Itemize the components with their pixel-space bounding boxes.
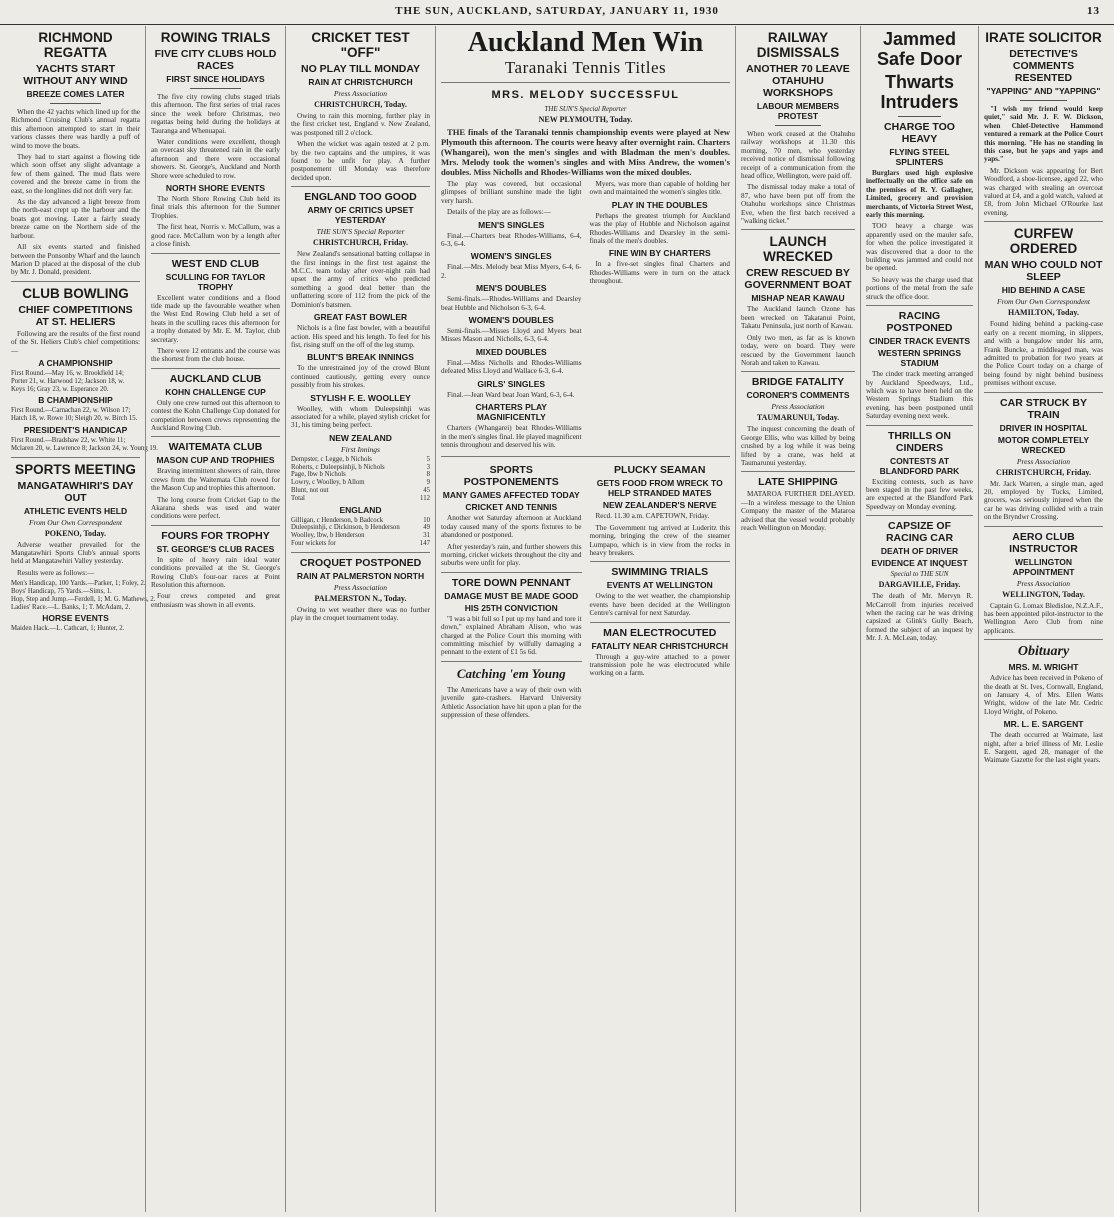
divider <box>50 103 102 104</box>
subheadline: MASON CUP AND TROPHIES <box>156 455 275 466</box>
total-runs: 147 <box>419 539 430 547</box>
headline: MAN ELECTROCUTED <box>603 626 717 639</box>
result-line: Final.—Jean Ward beat Joan Ward, 6-3, 6-4. <box>447 390 575 399</box>
subheadline: WESTERN SPRINGS STADIUM <box>877 348 962 369</box>
divider <box>151 368 280 369</box>
article-paragraph: Found hiding behind a packing-case early on a recent morning, in slippers, and with a bungalow under his arm, Frank Buncke, a middleaged man, was admitted to probation for two years at the Police Court today on a charge of being found by night behind business premises without excuse. <box>984 320 1103 388</box>
headline: AERO CLUB INSTRUCTOR <box>1009 530 1078 555</box>
headline: TORE DOWN PENNANT <box>451 576 571 589</box>
subheadline: ANOTHER 70 LEAVE OTAHUHU WORKSHOPS <box>746 63 850 99</box>
article-paragraph: The North Shore Rowing Club held its final trials this afternoon for the Sumner Trophies. <box>151 195 280 220</box>
byline: Press Association <box>333 89 388 98</box>
headline: CURFEW ORDERED <box>1009 226 1078 257</box>
banner-headline: Auckland Men Win <box>467 27 704 58</box>
result-line: Ladies' Race.—L. Banks, 1; T. McAdam, 2. <box>11 603 131 611</box>
section-label: FINE WIN BY CHARTERS <box>608 248 711 259</box>
subheadline: ARMY OF CRITICS UPSET YESTERDAY <box>307 205 414 226</box>
divider <box>291 186 430 187</box>
results-list <box>11 580 156 611</box>
subheadline: CINDER TRACK EVENTS <box>868 336 971 347</box>
divider <box>898 116 941 117</box>
dateline: WELLINGTON, Today. <box>1002 589 1085 599</box>
subheadline: FOURS FOR TROPHY <box>161 529 270 542</box>
scorecard-title: NEW ZEALAND <box>329 432 392 443</box>
divider <box>590 622 731 623</box>
scorecard-title: ENGLAND <box>339 504 382 515</box>
article-paragraph: Nichols is a fine fast bowler, with a beautiful action. His speed and his length. To feel for his fist, rising stuff on the off of the leg stump. <box>291 324 430 349</box>
subheadline: NO PLAY TILL MONDAY <box>300 63 421 75</box>
subheadline: SCULLING FOR TAYLOR TROPHY <box>165 271 266 292</box>
article-paragraph: There were 12 entrants and the course was the shortest from the club house. <box>151 346 280 364</box>
section-label: PLAY IN THE DOUBLES <box>611 199 708 210</box>
section-label: PRESIDENT'S HANDICAP <box>23 424 128 435</box>
subheadline: KOHN CHALLENGE CUP <box>165 386 266 397</box>
subheadline: FATALITY NEAR CHRISTCHURCH <box>591 640 728 651</box>
article-paragraph: Water conditions were excellent, though an overcast sky threatened rain in the early afternoon and there were occasional showers. St. George's, Auckland and North Shore were scheduled to row. <box>151 138 280 180</box>
batsman: Page, lbw b Nichols <box>291 471 346 479</box>
lower-subcolumn-right <box>590 461 731 722</box>
article-paragraph: Charters (Whangarei) beat Rhodes-Williams in the men's singles final. He played magnificent tennis throughout and deserved his win. <box>441 424 582 449</box>
headline: LAUNCH WRECKED <box>763 234 833 265</box>
total-runs: 112 <box>420 494 430 502</box>
section-label: BLUNT'S BREAK INNINGS <box>307 352 414 363</box>
subheadline: NEW ZEALANDER'S NERVE <box>602 500 717 511</box>
results-list <box>11 407 140 423</box>
result-line: First Round.—Carnachan 22, w. Wilson 17; <box>11 407 131 415</box>
divider <box>984 221 1103 222</box>
column-rowing-trials <box>145 26 285 1212</box>
article-paragraph: The cinder track meeting arranged by Auckland Speedways, Ltd., which was to have been held on the Western Springs Stadium this evening, has been postponed until Saturday evening next week. <box>866 370 973 421</box>
headline: SPORTS POSTPONEMENTS <box>463 464 559 489</box>
runs: 49 <box>423 524 430 532</box>
divider <box>151 436 280 437</box>
subheadline: RAIN AT PALMERSTON NORTH <box>296 570 425 581</box>
article-paragraph: Advice has been received in Pokeno of the death at St. Ives, Cornwall, England, on January 4, of Mrs. Ellen Watts Wright, widow of the late Mr. Cedric Lloyd Wright, of Pokeno. <box>984 674 1103 716</box>
score-line <box>291 456 430 464</box>
article-paragraph: The dismissal today make a total of 87, who have been put off from the Otahuhu workshops since Christmas Eve, when the first batch received a "walking ticket." <box>741 183 855 226</box>
column-irate-solicitor <box>978 26 1108 1212</box>
dateline: POKENO, Today. <box>44 528 107 538</box>
dateline: NEW PLYMOUTH, Today. <box>538 115 633 124</box>
byline: Special to THE SUN <box>890 570 949 579</box>
headline: ROWING TRIALS <box>160 30 271 45</box>
divider <box>11 281 140 282</box>
article-paragraph: Only two men, as far as is known today, were on board. They were rescued by the Government launch Norah and taken to Kawau. <box>741 333 855 367</box>
subheadline: CHARGE TOO HEAVY <box>884 121 955 145</box>
headline: SWIMMING TRIALS <box>611 566 709 579</box>
article-paragraph: New Zealand's sensational batting collapse in the first innings in the first test against the M.C.C. team today after over-night rain had upset the army of critics who predicted something a good deal better than the unflattering score of 112 from the pick of the Dominion's batsmen. <box>291 250 430 309</box>
headline: PLUCKY SEAMAN <box>614 464 706 477</box>
subheadline: FIRST SINCE HOLIDAYS <box>166 74 265 84</box>
batsman: Roberts, c Duleepsinhji, b Nichols <box>291 463 385 471</box>
divider <box>441 661 582 662</box>
divider <box>775 125 821 126</box>
result-line: Final.—Miss Nicholls and Rhodes-Williams defeated Miss Lloyd and Wallace 6-3, 6-4. <box>441 358 582 376</box>
article-paragraph: Exciting contests, such as have been staged in the past few weeks, are expected at the Blandford Park Speedway on Monday evening. <box>866 477 973 511</box>
score-line <box>291 487 430 495</box>
section-label: STYLISH F. E. WOOLLEY <box>310 392 411 403</box>
byline: From Our Own Correspondent <box>29 517 122 527</box>
dateline: HAMILTON, Today. <box>1008 308 1079 318</box>
headline: IRATE SOLICITOR <box>985 30 1102 45</box>
article-paragraph: Braving intermittent showers of rain, three crews from the Waitemata Club rowed for the Mason Cup and trophies this afternoon. <box>151 467 280 493</box>
lower-subcolumn-left <box>441 461 582 722</box>
results-list <box>11 436 158 453</box>
result-line: Keys 16; Gray 23, w. Esperance 20. <box>11 385 109 393</box>
divider <box>984 639 1103 640</box>
divider <box>11 457 140 458</box>
subheadline: DAMAGE MUST BE MADE GOOD <box>444 590 579 601</box>
subheadline: EVENTS AT WELLINGTON <box>606 580 713 591</box>
result-line: Hatch 18, w. Rowe 10; Sleigh 20, w. Birch 15. <box>11 415 138 423</box>
dateline: CHRISTCHURCH, Today. <box>314 100 407 109</box>
subheadline: LABOUR MEMBERS PROTEST <box>756 101 840 121</box>
article-paragraph: In spite of heavy rain ideal water conditions prevailed at the St. George's Rowing Club's four-oar races at Point Resolution this afternoon. <box>151 555 280 590</box>
subheadline: DEATH OF DRIVER <box>880 546 959 557</box>
divider <box>866 515 973 516</box>
masthead-title: THE SUN, AUCKLAND, SATURDAY, JANUARY 11, 1930 <box>395 5 719 17</box>
subheadline: ST. GEORGE'S CLUB RACES <box>156 543 275 554</box>
masthead <box>0 0 1114 25</box>
result-line: Maiden Hack.—L. Cathcart, 1; Hunter, 2. <box>11 625 125 633</box>
subheadline: GETS FOOD FROM WRECK TO HELP STRANDED MATES <box>596 478 723 499</box>
divider <box>866 305 973 306</box>
score-total <box>291 495 430 503</box>
batsman: Lowry, c Woolley, b Allom <box>291 479 365 487</box>
article-paragraph: They had to start against a flowing tide which soon offset any slight advantage a few of them gained. The mud flats were covered and the breeze came in from the east, so the longlines did not drift very far. <box>11 153 140 195</box>
article-paragraph: Through a guy-wire attached to a power transmission pole he was electrocuted while working on a farm. <box>589 652 730 678</box>
byline: Press Association <box>333 582 388 592</box>
section-label: WOMEN'S DOUBLES <box>468 315 554 326</box>
batsman: Dempster, c Legge, b Nichols <box>291 455 372 463</box>
article-paragraph: The long course from Cricket Gap to the Akarana sheds was used and water conditions were perfect. <box>151 495 280 521</box>
subheadline: DRIVER IN HOSPITAL <box>999 422 1088 433</box>
article-paragraph: The five city rowing clubs staged trials this afternoon. The first series of trial races since the week before Christmas, two regattas being held during the holidays at Tauranga and Whenuapai. <box>151 93 280 135</box>
lower-subcolumns <box>441 461 730 722</box>
section-label: WOMEN'S SINGLES <box>470 251 552 262</box>
section-label: HORSE EVENTS <box>42 613 109 624</box>
byline: Press Association <box>1016 456 1071 466</box>
subheadline: RAIN AT CHRISTCHURCH <box>308 77 413 87</box>
runs: 9 <box>426 479 430 487</box>
article-paragraph: As the day advanced a light breeze from the north-east crept up the harbour and the boats got moving. Later a fairly steady breeze came on the Northern side of the harbour. <box>11 198 140 240</box>
subheadline: MANGATAWHIRI'S DAY OUT <box>17 479 134 504</box>
subheadline: WEST END CLUB <box>171 257 260 270</box>
subheadline: FLYING STEEL SPLINTERS <box>889 147 950 167</box>
divider <box>741 471 855 472</box>
article-paragraph: Woolley, with whom Duleepsinhji was associated for a while, played stylish cricket for 31, his timing being perfect. <box>291 404 430 430</box>
scorecard <box>291 517 430 548</box>
result-line: Semi-finals.—Misses Lloyd and Myers beat Misses Mason and Nicholls, 6-3, 6-4. <box>441 327 582 344</box>
headline: RACING POSTPONED <box>886 310 953 335</box>
result-line: First Round.—Bradshaw 22, w. White 11; <box>11 436 126 444</box>
runs: 31 <box>423 532 430 540</box>
batsman: Duleepsinhji, c Dickinson, b Henderson <box>291 524 400 532</box>
score-line <box>291 532 430 540</box>
article-paragraph: Recd. 11.30 a.m. CAPETOWN, Friday. <box>595 512 710 521</box>
article-paragraph: The Government tug arrived at Luderitz this morning, bringing the crew of the steamer Lumpapo, which is in view from the rocks in heavy breakers. <box>589 523 730 557</box>
divider <box>984 392 1103 393</box>
score-total <box>291 540 430 548</box>
feature-subcolumn-right <box>590 180 731 452</box>
article-paragraph: Owing to wet weather there was no further play in the croquet tournament today. <box>291 605 430 623</box>
runs: 45 <box>423 486 430 494</box>
runs: 8 <box>426 471 430 479</box>
article-paragraph: Mr. Jack Warren, a single man, aged 20, employed by Tucks, Limited, grocers, was seriously injured when the car he was driving collided with a train on the Bryndwr Crossing. <box>984 479 1103 522</box>
subheadline: AUCKLAND CLUB <box>169 372 262 385</box>
feature-headline: Catching 'em Young <box>456 665 566 681</box>
section-label: NORTH SHORE EVENTS <box>165 183 266 194</box>
divider <box>441 82 730 83</box>
section-label: MEN'S DOUBLES <box>476 283 547 294</box>
article-paragraph: Following are the results of the first round of the St. Heliers Club's chief competitions:— <box>11 329 140 355</box>
headline: CRICKET TEST "OFF" <box>311 30 410 60</box>
headline: BRIDGE FATALITY <box>751 376 845 389</box>
headline: LATE SHIPPING <box>758 476 838 489</box>
results-list <box>11 625 140 633</box>
article-paragraph: When the 42 yachts which lined up for the Richmond Cruising Club's annual regatta this afternoon attempted to start in their various classes there was hardly a puff of wind to move the boats. <box>11 108 140 150</box>
subheadline: HIS 25TH CONVICTION <box>464 602 558 613</box>
article-paragraph: Captain G. Lomax Bledisloe, N.Z.A.F., has been appointed pilot-instructor to the Wellington Aero Club from nine applicants. <box>984 601 1104 635</box>
article-paragraph: So heavy was the charge used that portions of the metal from the safe struck the office door. <box>866 275 973 301</box>
divider <box>590 561 731 562</box>
dateline: PALMERSTON N., Today. <box>314 593 407 603</box>
result-line: Mclaren 20, w. Lawrence 8; Jackson 24, w. Young 19. <box>11 444 158 452</box>
result-line: Porter 21, w. Harwood 12; Jackson 18, w. <box>11 377 125 385</box>
article-paragraph: Perhaps the greatest triumph for Auckland was the play of Hubble and Nicholson against Rhodes-Williams and Dearsley in the semi-finals of the men's doubles. <box>589 211 730 246</box>
score-line <box>291 464 430 472</box>
headline: SPORTS MEETING <box>15 461 136 477</box>
feature-headline: MRS. MELODY SUCCESSFUL <box>491 89 680 101</box>
column-richmond-regatta <box>6 26 158 1212</box>
total-label: Total <box>291 494 305 502</box>
headline: RICHMOND REGATTA <box>38 30 113 60</box>
columns <box>6 26 1108 1212</box>
byline: THE SUN'S Special Reporter <box>544 105 627 113</box>
subheadline: WELLINGTON APPOINTMENT <box>1012 556 1075 577</box>
section-label: A CHAMPIONSHIP <box>38 357 113 368</box>
article-paragraph: MATAROA FURTHER DELAYED.—In a wireless message to the Union Company the master of the Mataroa advised that the vessel would probably reach Wellington on Monday. <box>741 490 855 532</box>
subheadline: BREEZE COMES LATER <box>26 89 125 99</box>
result-line: Final.—Mrs. Melody beat Miss Myers, 6-4, 6-2. <box>441 263 582 280</box>
lede-paragraph: "I wish my friend would keep quiet," said Mr. J. F. W. Dickson, when Chief-Detective Hammond ventured a remark at the Police Court this morning. "He has no standing in this case, but he yaps and yaps and yaps." <box>984 105 1103 164</box>
batsman: Blunt, not out <box>291 486 329 494</box>
byline: From Our Own Correspondent <box>997 297 1090 307</box>
column-cricket-test <box>285 26 435 1212</box>
divider <box>441 572 582 573</box>
results-list <box>11 370 140 393</box>
subheadline: MAN WHO COULD NOT SLEEP <box>984 259 1103 284</box>
byline: THE SUN'S Special Reporter <box>316 227 405 237</box>
dateline: CHRISTCHURCH, Friday. <box>313 238 408 248</box>
result-line: Semi-finals.—Rhodes-Williams and Dearsley beat Hubble and Nicholson 6-3, 6-4. <box>441 295 582 312</box>
dateline: DARGAVILLE, Friday. <box>878 580 961 590</box>
article-paragraph: Owing to the wet weather, the championship events have been decided at the Wellington Centre's carnival for next Saturday. <box>589 592 730 618</box>
divider <box>741 229 855 230</box>
article-paragraph: The play was covered, but occasional glimpses of brilliant sunshine made the light very harsh. <box>441 180 582 205</box>
article-paragraph: Details of the play are as follows:— <box>447 208 551 217</box>
headline: Jammed Safe Door <box>876 29 963 69</box>
dateline: TAUMARUNUI, Today. <box>756 413 840 423</box>
runs: 3 <box>426 463 430 471</box>
column-safe-door <box>860 26 978 1212</box>
article-paragraph: The death occurred at Waimate, last night, after a brief illness of Mr. Leslie E. Sargent, aged 28, manager of the Waimate Gazette for the last eight years. <box>984 731 1103 765</box>
total-label: Four wickets for <box>291 539 336 547</box>
divider <box>741 371 855 372</box>
lede-paragraph: Burglars used high explosive ineffectually on the office safe on the premises of R. Y. Gallagher, Limited, grocery and provision merchants, of Victoria Street West, early this morning. <box>866 169 973 220</box>
section-label: GIRLS' SINGLES <box>477 378 546 389</box>
lede-paragraph: THE finals of the Taranaki tennis championship events were played at New Plymouth this afternoon. The courts were heavy after overnight rain. Charters (Whangarei), won the men's singles and with Bladman the men's doubles. Mrs. Melody took the women's singles and with Miss Andrew, the women's doubles. Miss Nicholls and Rhodes-Williams won the mixed doubles. <box>441 127 730 177</box>
article-paragraph: When the wicket was again tested at 2 p.m. by the two captains and the umpires, it was found to be unfit for play. A further postponement till Monday was therefore decided upon. <box>291 140 430 182</box>
obituary-heading: Obituary <box>1017 644 1070 660</box>
obituary-name: MRS. M. WRIGHT <box>1008 662 1079 673</box>
divider <box>441 456 730 457</box>
byline: Press Association <box>1016 578 1071 588</box>
article-paragraph: When work ceased at the Otahuhu railway workshops at 11.30 this morning, 70 men, who yesterday received notice of dismissal following receipt of a communication from the head office, Wellington, were paid off. <box>741 130 855 181</box>
article-paragraph: The first heat, Norris v. McCallum, was a good race. McCallum won by a length after a close finish. <box>151 223 280 249</box>
score-line <box>291 517 430 525</box>
article-paragraph: The inquest concerning the death of George Ellis, who was killed by being crushed by a log while it was being lifted by a crane, was held at Taumarunui yesterday. <box>741 425 855 467</box>
subheadline: FIVE CITY CLUBS HOLD RACES <box>154 48 277 72</box>
subheadline: CROQUET POSTPONED <box>299 556 422 569</box>
article-paragraph: The Auckland launch Ozone has been wrecked on Takatanui Point, Takatu Peninsula, just north of Kawau. <box>741 305 855 331</box>
subheadline: CRICKET AND TENNIS <box>465 502 558 513</box>
subheadline: "YAPPING" AND "YAPPING" <box>986 86 1101 96</box>
section-label: GREAT FAST BOWLER <box>313 312 408 323</box>
subheadline: MISHAP NEAR KAWAU <box>751 293 845 304</box>
score-line <box>291 479 430 487</box>
result-line: Men's Handicap, 100 Yards.—Parker, 1; Foley, 2. <box>11 580 146 588</box>
runs: 10 <box>423 516 430 524</box>
article-paragraph: Myers, was more than capable of holding her own and maintained the women's singles title. <box>589 180 730 197</box>
subheadline: ATHLETIC EVENTS HELD <box>23 505 128 516</box>
article-paragraph: After yesterday's rain, and further showers this morning, cricket wickets throughout the city and suburbs were unfit for play. <box>441 542 582 568</box>
result-line: First Round.—May 16, w. Brookfield 14; <box>11 369 124 377</box>
divider <box>151 253 280 254</box>
headline: THRILLS ON CINDERS <box>888 429 951 454</box>
feature-subcolumns <box>441 180 730 452</box>
subheadline: CREW RESCUED BY GOVERNMENT BOAT <box>744 267 852 292</box>
subheadline: EVIDENCE AT INQUEST <box>871 558 968 569</box>
column-railway-dismissals <box>735 26 860 1212</box>
score-line <box>291 524 430 532</box>
section-label: MEN'S SINGLES <box>478 219 545 230</box>
feature-subcolumn-left <box>441 180 582 452</box>
headline-continued: Thwarts Intruders <box>880 72 959 112</box>
article-paragraph: The Americans have a way of their own with juvenile gate-crashers. Harvard University Athletic Association have hit upon a plan for the suppression of these offenders. <box>441 685 582 719</box>
banner-subheadline: Taranaki Tennis Titles <box>504 58 667 77</box>
article-paragraph: The death of Mr. Mervyn R. McCarroll from injuries received when the racing car he was driving capsized at Glink's Gully Beach, formed the subject of an inquest by Mr. J. A. McLean, today. <box>866 592 973 643</box>
article-paragraph: TOO heavy a charge was apparently used on the mauler safe, for when the police investigated it was discovered that a door to the building was jammed and could not be opened. <box>866 222 973 273</box>
runs: 5 <box>426 455 430 463</box>
scorecard-subtitle: First Innings <box>341 444 380 454</box>
headline: CLUB BOWLING <box>22 285 129 301</box>
article-paragraph: To the unrestrained joy of the crowd Blunt continued cautiously, getting every ounce possibly from his strokes. <box>291 364 430 390</box>
divider <box>1020 100 1068 101</box>
result-line: Hop, Step and Jump.—Ferdell, 1; M. G. Mathews, 2. <box>11 595 156 603</box>
byline: Press Association <box>771 402 825 412</box>
dateline: CHRISTCHURCH, Friday. <box>996 467 1091 477</box>
article-paragraph: In a five-set singles final Charters and Rhodes-Williams were in turn on the attack throughout. <box>589 260 730 286</box>
article-paragraph: Only one crew turned out this afternoon to contest the Kohn Challenge Cup donated for competition between crews representing the Auckland Rowing Club. <box>151 398 280 432</box>
section-label: MIXED DOUBLES <box>475 346 547 357</box>
batsman: Woolley, lbw, b Henderson <box>291 532 365 540</box>
headline: RAILWAY DISMISSALS <box>756 30 840 60</box>
article-paragraph: Another wet Saturday afternoon at Auckland today caused many of the sports fixtures to be abandoned or postponed. <box>441 514 582 540</box>
subheadline: CONTESTS AT BLANDFORD PARK <box>879 455 960 476</box>
article-paragraph: Results were as follows:— <box>17 568 95 577</box>
divider <box>866 425 973 426</box>
article-paragraph: Mr. Dickson was appearing for Bert Woodford, a shoe-licensee, aged 22, who was charged with stealing an overcoat valued at £4, and a gold watch, valued at £8, from John Michael O'Rourke last evening. <box>984 166 1103 217</box>
obituary-name: MR. L. E. SARGENT <box>1003 719 1084 730</box>
section-label: CHARTERS PLAY MAGNIFICENTLY <box>475 402 547 423</box>
subheadline: DETECTIVE'S COMMENTS RESENTED <box>1009 48 1078 84</box>
article-paragraph: Owing to rain this morning, further play in the first cricket test, England v. New Zealand, was postponed till 2 o'clock. <box>291 112 430 137</box>
scorecard <box>291 456 430 503</box>
column-tennis-feature <box>435 26 735 1212</box>
article-paragraph: All six events started and finished between the Ponsonby Wharf and the launch Marion D placed at the disposal of the club by Mr. J. Donald, president. <box>11 243 140 277</box>
headline: CAR STRUCK BY TRAIN <box>1000 396 1087 421</box>
subheadline: HID BEHIND A CASE <box>1001 285 1086 296</box>
headline: CAPSIZE OF RACING CAR <box>885 520 954 545</box>
article-paragraph: Adverse weather prevailed for the Mangatawhiri Sports Club's annual sports held at Mangatawhiri Valley yesterday. <box>11 540 140 566</box>
article-paragraph: Four crews competed and great enthusiasm was shown in all events. <box>151 592 280 609</box>
subheadline: YACHTS START WITHOUT ANY WIND <box>23 63 128 87</box>
batsman: Gilligan, c Henderson, b Badcock <box>291 516 384 524</box>
page-number: 13 <box>1087 5 1100 17</box>
divider <box>984 526 1103 527</box>
article-paragraph: "I was a bit full so I put up my hand and tore it down," explained Abraham Alison, who was charged at the Police Court this morning with committing mischief by wilfully damaging a pennant to the extent of £1 5s 6d. <box>441 614 582 657</box>
subheadline: CORONER'S COMMENTS <box>746 390 850 401</box>
subheadline: MANY GAMES AFFECTED TODAY <box>442 490 580 501</box>
article-paragraph: Excellent water conditions and a flood tide made up the favourable weather when the West End Rowing Club held a set of heats in the sculling races this afternoon for a trophy donated by Mr. E. M. Taylor, club secretary. <box>151 293 280 344</box>
subheadline: WAITEMATA CLUB <box>168 441 263 454</box>
subheadline: CHIEF COMPETITIONS AT ST. HELIERS <box>18 303 133 328</box>
score-line <box>291 471 430 479</box>
divider <box>151 525 280 526</box>
subheadline: MOTOR COMPLETELY WRECKED <box>997 434 1090 455</box>
divider <box>291 552 430 553</box>
result-line: Boys' Handicap, 75 Yards.—Sims, 1. <box>11 587 112 595</box>
section-label: B CHAMPIONSHIP <box>38 395 113 406</box>
subheadline: ENGLAND TOO GOOD <box>304 191 417 204</box>
divider <box>190 88 242 89</box>
result-line: Final.—Charters beat Rhodes-Williams, 6-4, 6-3, 6-4. <box>441 231 582 249</box>
